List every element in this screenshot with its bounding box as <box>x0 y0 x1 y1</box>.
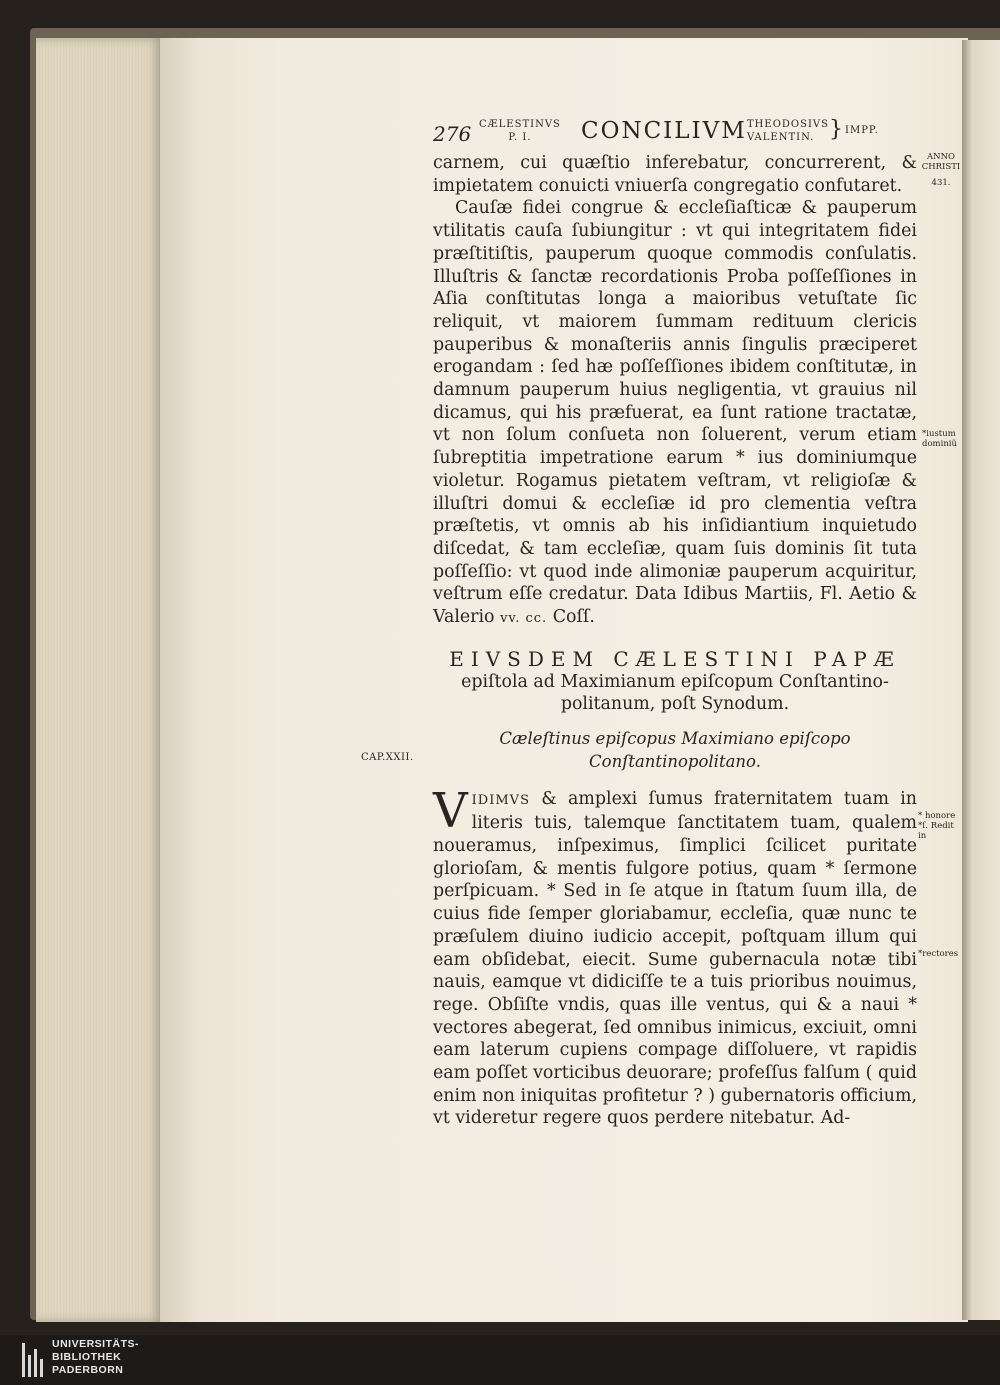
library-name-line3: PADERBORN <box>52 1364 124 1376</box>
margin-year: 431. <box>931 178 951 188</box>
address-line: Cæleſtinus epiſcopus Maximiano epiſcopo Conſtantinopolitano. <box>499 729 851 771</box>
head-left-bottom: P. I. <box>508 132 532 143</box>
head-left-names <box>479 118 561 144</box>
head-left-top: CÆLESTINVS <box>479 119 561 130</box>
section-subheading <box>433 671 917 716</box>
margin-note2-line3: in <box>918 831 927 841</box>
paragraph-3-body: & amplexi ſumus fraternitatem tuam in literis tuis, talemque ſanctitatem tuam, qualem noueramus, inſpeximus, ſimplici ſcilicet puritate glorioſam, & mentis fulgore potius, quam * ſermone perſpicuam. * Sed in ſe atque in ſtatum ſuum illa, de cuius fide ſemper gloriabamur, eccleſia, quæ nunc te præſulem diuino iudicio accepit, poſtquam illum qui eam obſidebat, eiecit. Sume gubernacula notæ tibi nauis, eamque vt didiciſſe te a tuis prioribus nouimus, rege. Obſiſte vndis, quas ille ventus, qui & a naui * vectores abegerat, ſed omnibus inimicus, exciuit, omni eam laterum cupiens compage diſſoluere, vt rapidis eam poſſet vorticibus deuorare; profeſſus falſum ( quid enim non iniquitas profitetur ? ) gubernatoris officium, vt videretur regere quos perdere nitebatur. Ad- <box>433 788 918 1129</box>
head-right-top: THEODOSIVS <box>747 119 829 130</box>
library-name <box>52 1338 139 1377</box>
page-edges <box>36 38 162 1322</box>
library-footer <box>0 1335 1000 1385</box>
paragraph-2-body: Cauſæ fidei congrue & eccleſiaſticæ & pauperum vtilitatis cauſa ſubiungitur : vt qui integritatem fidei præſtitiſtis, pauperum quoque commodis conſulatis. Illuſtris & ſanctæ recordationis Proba poſſeſſiones in Aſia conſtitutas longa a maioribus vetuſtate ſic reliquit, vt maiorem ſummam redituum clericis pauperibus & monaſteriis annis ſingulis præciperet erogandam : ſed hæ poſſeſſiones ibidem conſtitutæ, in damnum pauperum huius negligentia, vt grauius nil dicamus, qui his præfuerat, ea ſunt ratione tractatæ, vt non ſolum conſueta non ſoluerent, verum etiam ſubreptitia impetratione earum * ius dominiumque violetur. Rogamus pietatem veſtram, vt religioſæ & illuſtri domui & eccleſiæ id pro clementia veſtra præſtetis, vt omnis ab his inſidiantium inquietudo diſcedat, & tam eccleſiæ, quam ſuis dominis ſit tuta poſſeſſio: vt quod inde alimoniæ pauperum acquiritur, veſtrum eſſe credatur. Data Idibus Martiis, Fl. Aetio & Valerio <box>433 198 917 628</box>
running-head <box>433 114 913 154</box>
facing-page-edge <box>962 40 1000 1320</box>
paragraph-2-tail: Coſſ. <box>552 607 595 628</box>
head-brace: } <box>829 117 843 142</box>
margin-note1-line2: dominiũ <box>922 439 958 449</box>
section-sub-line2: politanum, poſt Synodum. <box>560 694 790 715</box>
margin-note2-line1: * honore <box>918 811 956 821</box>
margin-anno: ANNO <box>927 152 955 162</box>
paragraph-3 <box>433 782 918 1131</box>
margin-note-honore <box>918 811 955 841</box>
margin-note-year <box>921 152 961 188</box>
margin-note-iustum <box>922 429 957 449</box>
library-name-line1: UNIVERSITÄTS- <box>52 1338 140 1350</box>
paragraph-1: carnem, cui quæſtio inferebatur, concurrerent, & impietatem conuicti vniuerſa congregatio confutaret. <box>433 153 917 196</box>
head-right-bottom: VALENTIN. <box>747 132 815 143</box>
head-title: CONCILIVM <box>581 118 747 144</box>
head-right-names <box>747 118 829 144</box>
margin-christi: CHRISTI <box>921 162 961 172</box>
text-block <box>433 152 917 1130</box>
library-logo-icon <box>22 1343 46 1377</box>
section-heading: EIVSDEM CÆLESTINI PAPÆ <box>449 646 901 671</box>
page-number: 276 <box>433 122 472 146</box>
paragraph-2-smallcaps: vv. cc. <box>500 611 548 627</box>
section-sub-line1: epiſtola ad Maximianum epiſcopum Conſtantino- <box>461 671 889 692</box>
head-impp: IMPP. <box>845 125 879 136</box>
drop-cap: V <box>433 782 468 839</box>
chapter-label: CAP.XXII. <box>361 752 414 763</box>
margin-note1-line1: *iustum <box>922 429 956 439</box>
paragraph-3-smallcaps: IDIMVS <box>471 792 530 808</box>
library-name-line2: BIBLIOTHEK <box>52 1351 122 1363</box>
margin-note2-line2: *ſ. Redit <box>918 821 954 831</box>
margin-note-rectores: *rectores <box>918 949 959 959</box>
paragraph-2 <box>433 197 917 630</box>
